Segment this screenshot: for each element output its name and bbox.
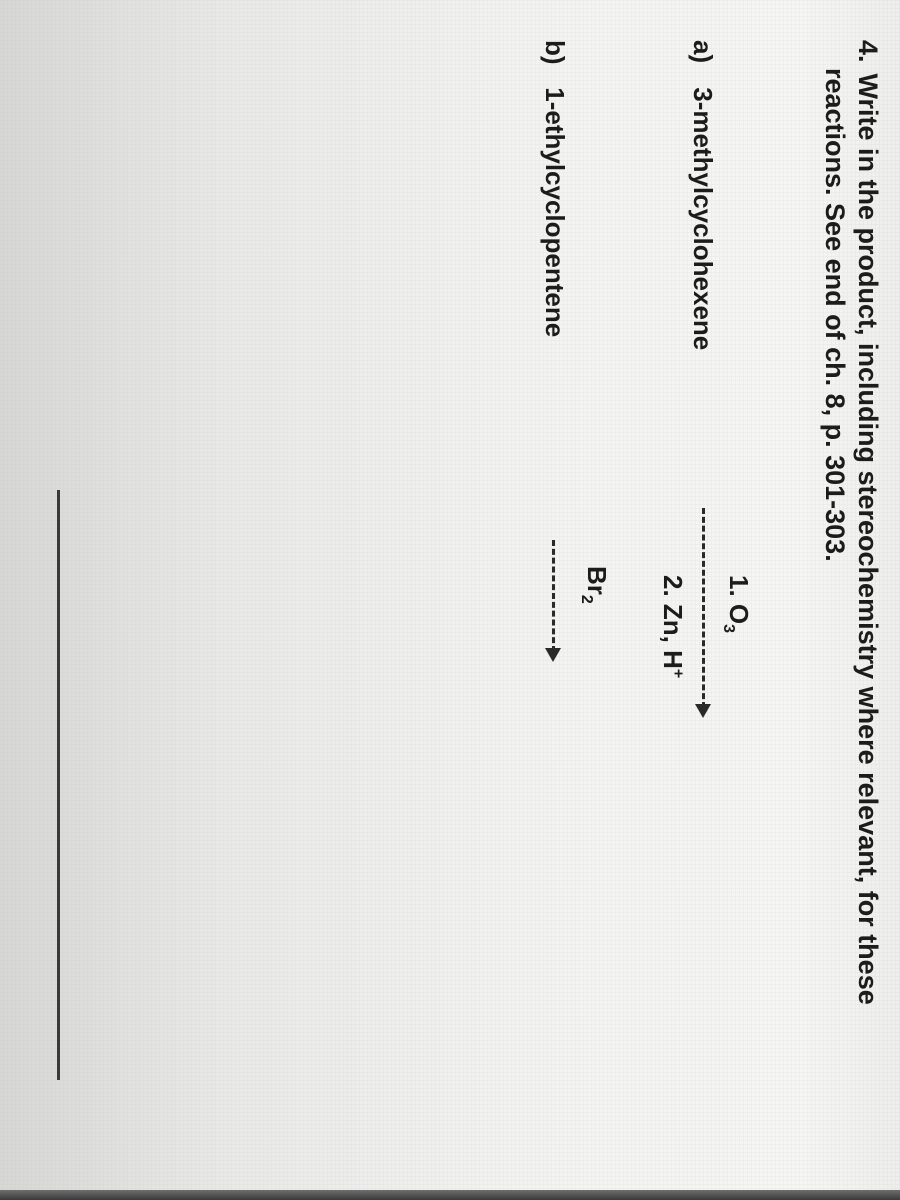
reaction-b — [539, 40, 570, 337]
reagent-b-text: Br — [582, 566, 612, 595]
reaction-b-arrow-head — [545, 648, 561, 662]
reagent-b-subscript: 2 — [577, 594, 595, 604]
reaction-a-reagent-1 — [719, 575, 754, 633]
answer-line — [57, 490, 60, 1080]
reaction-a-reagent-2 — [657, 575, 688, 678]
reagent-2-superscript: + — [669, 668, 687, 679]
reaction-a-letter: a) — [688, 40, 718, 64]
reaction-a-reactant: 3-methylcyclohexene — [688, 87, 718, 351]
question-4 — [818, 40, 884, 1180]
question-number: 4. — [853, 40, 883, 63]
reagent-1-subscript: 3 — [719, 624, 737, 634]
reaction-b-reactant: 1-ethylcyclopentene — [540, 87, 570, 338]
reaction-a — [687, 40, 718, 350]
reagent-2-text: 2. Zn, H — [658, 575, 688, 669]
monitor-bezel-edge — [0, 1190, 900, 1200]
question-line-1 — [851, 40, 884, 1180]
question-text-line1: Write in the product, including stereochemistry where relevant, for these — [853, 73, 883, 1005]
reaction-b-reagent — [577, 566, 612, 604]
reagent-1-text: 1. O — [724, 575, 754, 625]
reaction-b-arrow — [549, 540, 555, 652]
question-text-line2: reactions. See end of ch. 8, p. 301-303. — [820, 68, 850, 562]
reaction-a-arrow — [699, 508, 705, 708]
reaction-b-letter: b) — [540, 40, 570, 65]
reaction-a-arrow-head — [695, 704, 711, 718]
